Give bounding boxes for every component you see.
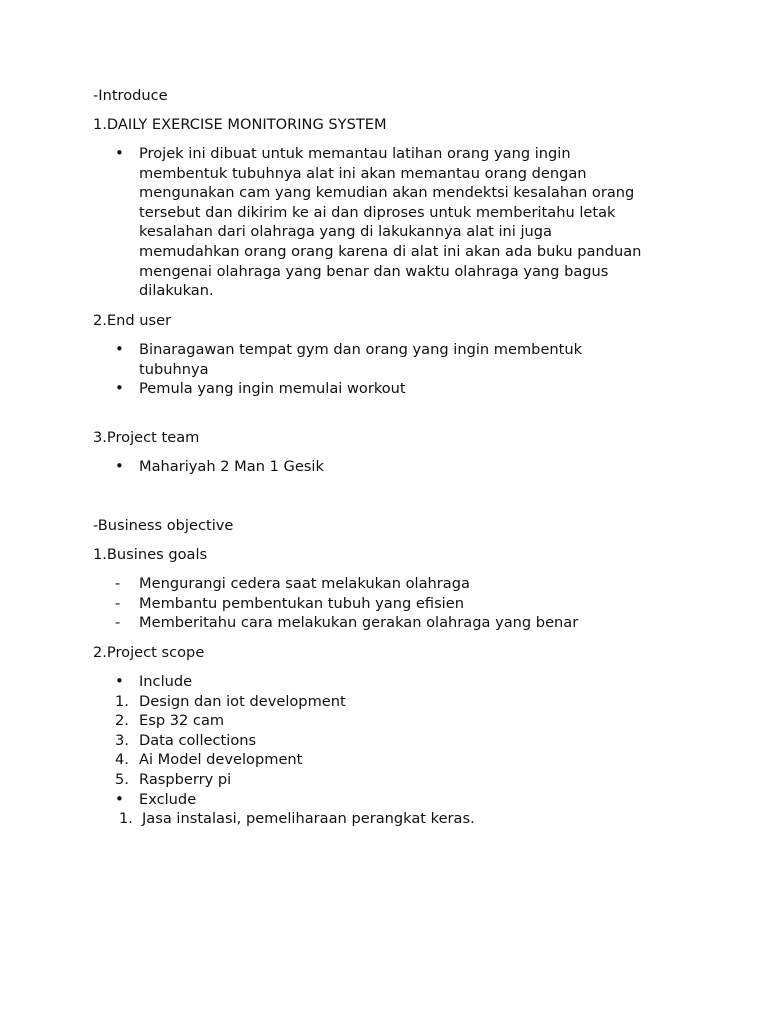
item-title-business-goals: 1.Busines goals	[93, 546, 208, 563]
end-user-item-line: Pemula yang ingin memulai workout	[139, 380, 406, 398]
description-line-1: Projek ini dibuat untuk memantau latihan orang yang ingin	[139, 145, 571, 162]
section-heading-business-objective: -Business objective	[93, 517, 234, 534]
scope-item: Raspberry pi	[139, 771, 232, 788]
scope-marker: •	[115, 789, 124, 808]
end-user-item-line: Binaragawan tempat gym dan orang yang ingin membentuk	[139, 341, 583, 358]
item-title-end-user: 2.End user	[93, 312, 172, 329]
scope-item: Esp 32 cam	[139, 712, 225, 730]
exclude-item: Jasa instalasi, pemeliharaan perangkat keras.	[142, 810, 475, 828]
item-title-project-team: 3.Project team	[93, 429, 200, 446]
team-member: Mahariyah 2 Man 1 Gesik	[139, 458, 324, 475]
section-heading-introduce: -Introduce	[93, 87, 168, 104]
scope-item: Include	[139, 673, 193, 690]
scope-marker: 1.	[115, 692, 129, 710]
description-line-5: kesalahan dari olahraga yang di lakukannya alat ini juga	[139, 223, 552, 241]
scope-marker: 2.	[115, 712, 129, 730]
exclude-marker: 1.	[119, 810, 133, 828]
end-user-item-line: tubuhnya	[139, 360, 209, 378]
scope-marker: 4.	[115, 751, 129, 769]
goal-item: Memberitahu cara melakukan gerakan olahraga yang benar	[139, 614, 579, 632]
scope-marker: 3.	[115, 731, 129, 749]
scope-item: Design dan iot development	[139, 692, 346, 710]
description-line-8: dilakukan.	[139, 282, 214, 300]
description-line-6: memudahkan orang orang karena di alat ini akan ada buku panduan	[139, 243, 642, 260]
item-title-project-scope: 2.Project scope	[93, 644, 205, 661]
bullet-marker: •	[115, 379, 124, 398]
description-line-4: tersebut dan dikirim ke ai dan diproses untuk memberitahu letak	[139, 203, 616, 221]
scope-item: Data collections	[139, 731, 257, 749]
goal-item: Membantu pembentukan tubuh yang efisien	[139, 594, 464, 612]
dash-marker: -	[115, 594, 121, 612]
bullet-marker: •	[115, 457, 124, 475]
scope-item: Ai Model development	[139, 751, 303, 769]
dash-marker: -	[115, 575, 121, 592]
bullet-marker: •	[115, 144, 124, 162]
scope-marker: •	[115, 672, 124, 690]
scope-marker: 5.	[115, 771, 129, 788]
item-title-system: 1.DAILY EXERCISE MONITORING SYSTEM	[93, 116, 387, 133]
goal-item: Mengurangi cedera saat melakukan olahraga	[139, 575, 470, 592]
description-line-7: mengenai olahraga yang benar dan waktu olahraga yang bagus	[139, 262, 609, 280]
dash-marker: -	[115, 614, 121, 632]
bullet-marker: •	[115, 340, 124, 358]
scope-item: Exclude	[139, 790, 197, 808]
description-line-2: membentuk tubuhnya alat ini akan memantau orang dengan	[139, 164, 587, 182]
description-line-3: mengunakan cam yang kemudian akan mendektsi kesalahan orang	[139, 184, 635, 202]
